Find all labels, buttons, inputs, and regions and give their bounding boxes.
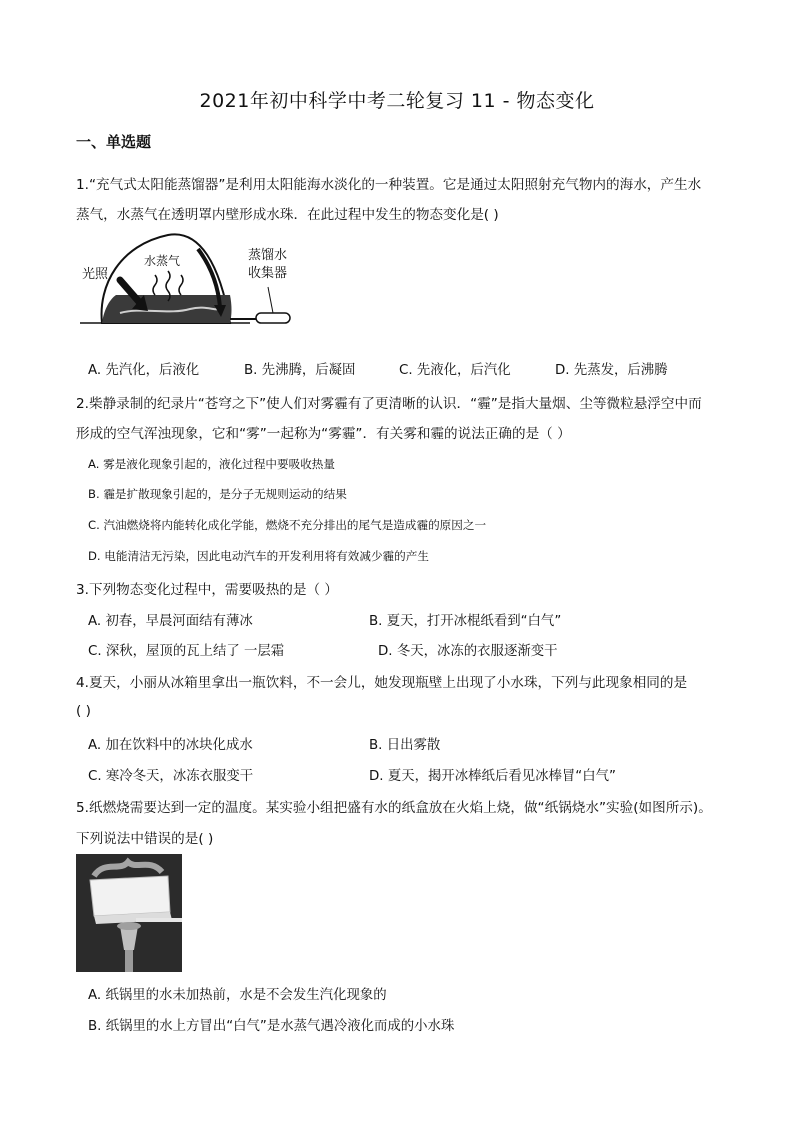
q2-option-b: B. 霾是扩散现象引起的，是分子无规则运动的结果 bbox=[88, 487, 347, 501]
q3-option-c: C. 深秋，屋顶的瓦上结了 一层霜 bbox=[88, 644, 285, 659]
paper-pot-photo bbox=[76, 854, 182, 972]
q2-option-d: D. 电能清洁无污染，因此电动汽车的开发利用将有效减少霾的产生 bbox=[88, 549, 429, 563]
page-title: 2021年初中科学中考二轮复习 11 - 物态变化 bbox=[199, 90, 595, 112]
q1-option-a: A. 先汽化，后液化 bbox=[88, 363, 200, 378]
q4-option-b: B. 日出雾散 bbox=[369, 738, 441, 753]
q1-option-b: B. 先沸腾，后凝固 bbox=[244, 363, 356, 378]
q2-option-c: C. 汽油燃烧将内能转化成化学能，燃烧不充分排出的尾气是造成霾的原因之一 bbox=[88, 518, 487, 532]
label-light: 光照 bbox=[82, 267, 109, 282]
q1-option-d: D. 先蒸发，后沸腾 bbox=[555, 363, 668, 378]
label-vapor: 水蒸气 bbox=[144, 254, 181, 268]
q4-option-c: C. 寒冷冬天，冰冻衣服变干 bbox=[88, 769, 254, 784]
label-collector-2: 收集器 bbox=[248, 266, 288, 281]
q4-option-d: D. 夏天，揭开冰棒纸后看见冰棒冒“白气” bbox=[369, 769, 616, 784]
question-3-line-1: 3.下列物态变化过程中，需要吸热的是（ ） bbox=[76, 582, 338, 598]
question-5-line-2: 下列说法中错误的是( ) bbox=[76, 831, 214, 847]
q3-option-a: A. 初春，早晨河面结有薄冰 bbox=[88, 614, 253, 629]
q3-option-b: B. 夏天，打开冰棍纸看到“白气” bbox=[369, 614, 562, 629]
q5-option-a: A. 纸锅里的水未加热前，水是不会发生汽化现象的 bbox=[88, 988, 387, 1003]
question-1-line-2: 蒸气，水蒸气在透明罩内壁形成水珠．在此过程中发生的物态变化是( ) bbox=[76, 207, 499, 223]
q5-option-b: B. 纸锅里的水上方冒出“白气”是水蒸气遇冷液化而成的小水珠 bbox=[88, 1019, 455, 1034]
q2-option-a: A. 雾是液化现象引起的，液化过程中要吸收热量 bbox=[88, 457, 335, 471]
question-2-line-2: 形成的空气浑浊现象，它和“雾”一起称为“雾霾”．有关雾和霾的说法正确的是（ ） bbox=[76, 426, 571, 442]
question-4-line-2: ( ) bbox=[76, 703, 91, 719]
solar-still-figure bbox=[80, 225, 312, 340]
question-1-line-1: 1.“充气式太阳能蒸馏器”是利用太阳能海水淡化的一种装置。它是通过太阳照射充气物内的海水，产生水 bbox=[76, 177, 702, 193]
q4-option-a: A. 加在饮料中的冰块化成水 bbox=[88, 738, 253, 753]
question-4-line-1: 4.夏天，小丽从冰箱里拿出一瓶饮料，不一会儿，她发现瓶壁上出现了小水珠，下列与此现象相同的是 bbox=[76, 675, 688, 691]
section-heading: 一、单选题 bbox=[76, 133, 152, 151]
q1-option-c: C. 先液化，后汽化 bbox=[399, 363, 511, 378]
question-5-line-1: 5.纸燃烧需要达到一定的温度。某实验小组把盛有水的纸盒放在火焰上烧，做“纸锅烧水”实验(如图所示)。 bbox=[76, 800, 712, 816]
question-2-line-1: 2.柴静录制的纪录片“苍穹之下”使人们对雾霾有了更清晰的认识．“霾”是指大量烟、尘等微粒悬浮空中而 bbox=[76, 396, 702, 412]
label-collector-1: 蒸馏水 bbox=[248, 248, 288, 263]
q3-option-d: D. 冬天，冰冻的衣服逐渐变干 bbox=[378, 644, 558, 659]
